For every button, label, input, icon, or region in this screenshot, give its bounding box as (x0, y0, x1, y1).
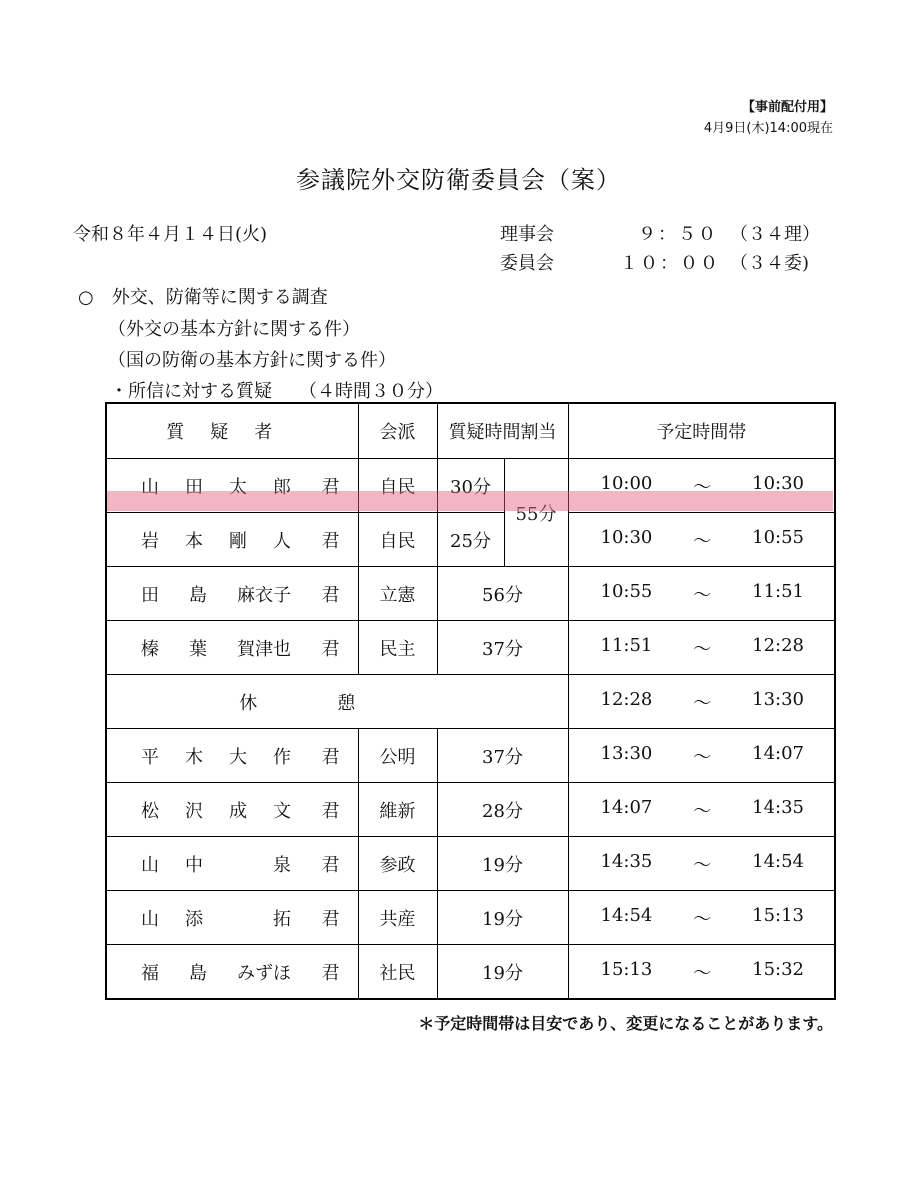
questioner-name-text: 山 田 太 郎 (141, 476, 291, 498)
questioner-name (107, 729, 358, 782)
time-start: 14:07 (600, 796, 653, 818)
recess-row (106, 675, 835, 729)
time-slot (569, 635, 835, 661)
questioner-cell (106, 945, 358, 1000)
time-slot (569, 743, 835, 769)
time-end: 15:32 (752, 958, 804, 980)
header-time-slot: 予定時間帯 (568, 403, 835, 459)
party-cell: 参政 (358, 837, 437, 891)
time-slot-cell (568, 621, 835, 675)
time-start: 12:28 (600, 688, 653, 710)
time-slot (569, 689, 835, 715)
questioner-name (107, 783, 358, 836)
time-slot-cell (568, 729, 835, 783)
questioner-name-text: 岩 本 剛 人 (141, 530, 291, 552)
questioner-name-text: 松 沢 成 文 (141, 800, 291, 822)
party-cell: 維新 (358, 783, 437, 837)
time-slot-cell (568, 513, 835, 567)
time-slot (569, 905, 835, 931)
time-slot-cell (568, 891, 835, 945)
agenda-item: ○ 外交、防衛等に関する調査 (78, 287, 328, 308)
questioner-name-text: 福 島 みずほ (141, 962, 291, 984)
time-start: 10:30 (600, 526, 653, 548)
time-end: 12:28 (752, 634, 804, 656)
party-cell: 立憲 (358, 567, 437, 621)
honorific: 君 (321, 800, 340, 822)
minutes-cell: 25分 (437, 513, 504, 567)
footnote: ＊予定時間帯は目安であり、変更になることがあります。 (418, 1014, 833, 1033)
questioner-cell (106, 567, 358, 621)
questioner-cell (106, 783, 358, 837)
time-end: 15:13 (752, 904, 804, 926)
recess-label: 休憩 (106, 675, 568, 729)
board-meeting-label: 理事会 (500, 224, 554, 245)
questioner-cell (106, 621, 358, 675)
time-tilde: 〜 (693, 854, 712, 876)
time-slot (569, 797, 835, 823)
table-row (106, 891, 835, 945)
table-row (106, 837, 835, 891)
header-allocation: 質疑時間割当 (437, 403, 568, 459)
party-cell: 自民 (358, 513, 437, 567)
time-slot-cell (568, 945, 835, 1000)
party-cell: 共産 (358, 891, 437, 945)
time-slot (569, 527, 835, 553)
time-tilde: 〜 (693, 908, 712, 930)
minutes-cell: 30分 (437, 459, 504, 513)
minutes-cell: 37分 (437, 621, 568, 675)
table-row (106, 567, 835, 621)
questioner-name-text: 田 島 麻衣子 (141, 584, 291, 606)
time-slot-cell (568, 567, 835, 621)
time-slot-cell (568, 783, 835, 837)
questioner-name-text: 山 添 拓 (141, 908, 291, 930)
questioner-name (107, 567, 358, 620)
party-cell: 自民 (358, 459, 437, 513)
time-start: 10:55 (600, 580, 653, 602)
committee-room: （３４委) (730, 253, 810, 274)
group-total-cell: 55分 (504, 459, 568, 567)
time-slot-cell (568, 675, 835, 729)
questioner-name (107, 513, 358, 566)
questioner-name-text: 山 中 泉 (141, 854, 291, 876)
board-meeting-room: （３４理） (730, 224, 820, 245)
time-tilde: 〜 (693, 530, 712, 552)
questioner-name (107, 891, 358, 944)
honorific: 君 (321, 962, 340, 984)
questioning-schedule-table (105, 402, 836, 1000)
header-party: 会派 (358, 403, 437, 459)
honorific: 君 (321, 746, 340, 768)
party-cell: 社民 (358, 945, 437, 1000)
time-end: 10:30 (752, 472, 804, 494)
questioner-name (107, 459, 358, 512)
committee-label: 委員会 (500, 253, 554, 274)
as-of-timestamp: 4月9日(木)14:00現在 (703, 121, 833, 136)
questioner-cell (106, 459, 358, 513)
honorific: 君 (321, 908, 340, 930)
time-tilde: 〜 (693, 800, 712, 822)
board-meeting-time: ９：５０ (638, 224, 718, 245)
time-slot-cell (568, 459, 835, 513)
agenda-subitem-foreign: （外交の基本方針に関する件） (108, 319, 360, 340)
time-end: 10:55 (752, 526, 804, 548)
time-slot (569, 851, 835, 877)
table-row (106, 513, 835, 567)
honorific: 君 (321, 476, 340, 498)
table-row (106, 945, 835, 1000)
header-questioner: 質疑者 (106, 403, 358, 459)
time-slot-cell (568, 837, 835, 891)
table-row (106, 459, 835, 513)
table-header-row (106, 403, 835, 459)
honorific: 君 (321, 638, 340, 660)
time-end: 13:30 (752, 688, 804, 710)
minutes-cell: 28分 (437, 783, 568, 837)
honorific: 君 (321, 854, 340, 876)
time-slot (569, 473, 835, 499)
table-row (106, 783, 835, 837)
time-end: 11:51 (752, 580, 804, 602)
table-row (106, 729, 835, 783)
party-cell: 民主 (358, 621, 437, 675)
honorific: 君 (321, 584, 340, 606)
time-end: 14:54 (752, 850, 804, 872)
time-tilde: 〜 (693, 476, 712, 498)
questioner-cell (106, 891, 358, 945)
distribution-notice: 【事前配付用】 (741, 100, 833, 115)
committee-time: １０：００ (620, 253, 720, 274)
time-tilde: 〜 (693, 638, 712, 660)
question-session-label: ・所信に対する質疑 （４時間３０分） (110, 381, 443, 402)
agenda-subitem-defense: （国の防衛の基本方針に関する件） (108, 350, 396, 371)
time-end: 14:35 (752, 796, 804, 818)
time-start: 15:13 (600, 958, 653, 980)
time-tilde: 〜 (693, 746, 712, 768)
questioner-cell (106, 729, 358, 783)
questioner-name (107, 837, 358, 890)
document-title: 参議院外交防衛委員会（案） (296, 166, 621, 194)
table-row (106, 621, 835, 675)
questioner-name-text: 榛 葉 賀津也 (141, 638, 291, 660)
minutes-cell: 19分 (437, 891, 568, 945)
questioner-cell (106, 837, 358, 891)
time-tilde: 〜 (693, 962, 712, 984)
time-start: 14:35 (600, 850, 653, 872)
questioner-name (107, 621, 358, 674)
questioner-name-text: 平 木 大 作 (141, 746, 291, 768)
minutes-cell: 56分 (437, 567, 568, 621)
time-start: 11:51 (600, 634, 653, 656)
minutes-cell: 19分 (437, 945, 568, 1000)
meeting-date: 令和８年４月１４日(火) (73, 224, 268, 245)
honorific: 君 (321, 530, 340, 552)
minutes-cell: 19分 (437, 837, 568, 891)
time-tilde: 〜 (693, 584, 712, 606)
party-cell: 公明 (358, 729, 437, 783)
time-start: 14:54 (600, 904, 653, 926)
questioner-cell (106, 513, 358, 567)
time-slot (569, 959, 835, 985)
questioner-name (107, 945, 358, 998)
time-end: 14:07 (752, 742, 804, 764)
time-tilde: 〜 (693, 692, 712, 714)
minutes-cell: 37分 (437, 729, 568, 783)
time-start: 10:00 (600, 472, 653, 494)
time-start: 13:30 (600, 742, 653, 764)
time-slot (569, 581, 835, 607)
